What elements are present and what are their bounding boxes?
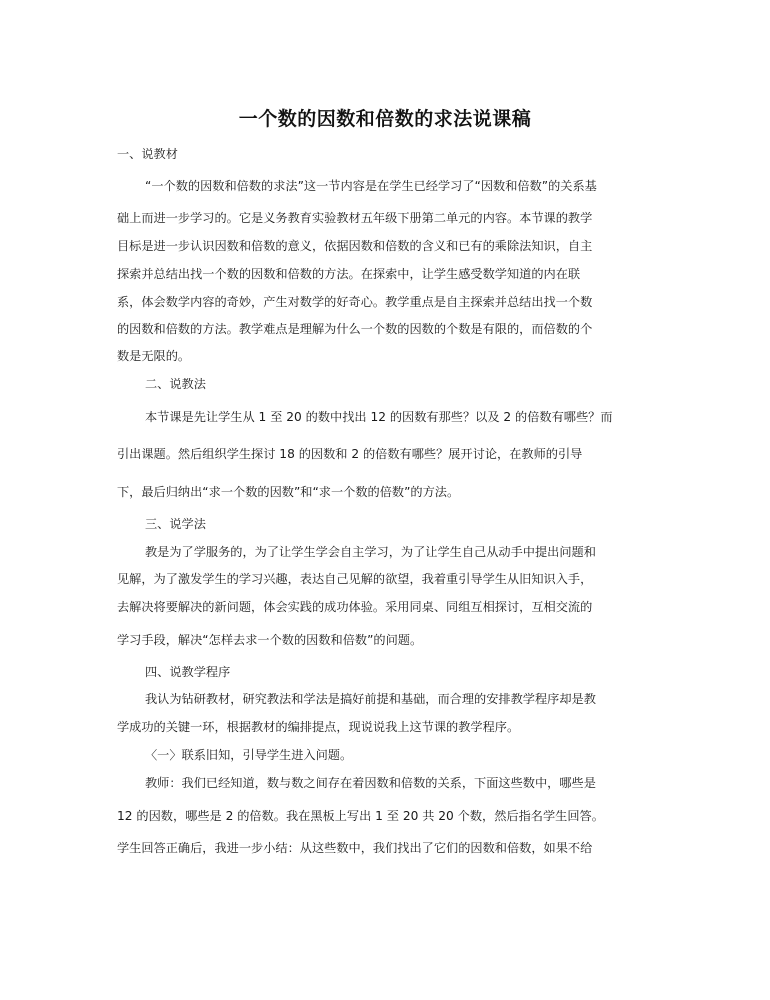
paragraph-line: 我认为钻研教材，研究教法和学法是搞好前提和基础，而合理的安排教学程序却是教 [145,692,596,706]
paragraph-line: 目标是进一步认识因数和倍数的意义，依据因数和倍数的含义和已有的乘除法知识，自主 [117,239,593,253]
paragraph-line: 引出课题。然后组织学生探讨 18 的因数和 2 的倍数有哪些？展开讨论，在教师的引导 [117,447,583,461]
paragraph-line: 数是无限的。 [117,349,191,363]
paragraph-line: 的因数和倍数的方法。教学难点是理解为什么一个数的因数的个数是有限的，而倍数的个 [117,322,593,336]
section-heading-method: 二、说教法 [145,377,206,391]
paragraph-line: 系，体会数学内容的奇妙，产生对数学的好奇心。教学重点是自主探索并总结出找一个数 [117,295,593,309]
paragraph-line: 学习手段，解决“怎样去求一个数的因数和倍数”的问题。 [117,633,423,647]
paragraph-line: 见解，为了激发学生的学习兴趣，表达自己见解的欲望，我着重引导学生从旧知识入手， [117,572,593,586]
paragraph-line: 教是为了学服务的，为了让学生学会自主学习，为了让学生自己从动手中提出问题和 [145,545,596,559]
paragraph-line: “一个数的因数和倍数的求法”这一节内容是在学生已经学习了“因数和倍数”的关系基 [145,179,597,193]
paragraph-line: 教师：我们已经知道，数与数之间存在着因数和倍数的关系，下面这些数中，哪些是 [145,776,596,790]
paragraph-line: 础上而进一步学习的。它是义务教育实验教材五年级下册第二单元的内容。本节课的教学 [117,211,593,225]
subsection-heading: 〈一〉联系旧知，引导学生进入问题。 [145,748,353,762]
document-title: 一个数的因数和倍数的求法说课稿 [238,108,532,130]
paragraph-line: 本节课是先让学生从 1 至 20 的数中找出 12 的因数有那些？以及 2 的倍数有哪些？而 [145,410,613,424]
paragraph-line: 下，最后归纳出“求一个数的因数”和“求一个数的倍数”的方法。 [117,485,460,499]
section-heading-textbook: 一、说教材 [117,147,178,161]
section-heading-learning: 三、说学法 [145,517,206,531]
paragraph-line: 学生回答正确后，我进一步小结：从这些数中，我们找出了它们的因数和倍数，如果不给 [117,841,593,855]
paragraph-line: 去解决将要解决的新问题，体会实践的成功体验。采用同桌、同组互相探讨，互相交流的 [117,600,593,614]
paragraph-line: 12 的因数，哪些是 2 的倍数。我在黑板上写出 1 至 20 共 20 个数，然后指名学生回答。 [117,809,604,823]
paragraph-line: 探索并总结出找一个数的因数和倍数的方法。在探索中，让学生感受数学知道的内在联 [117,267,581,281]
section-heading-procedure: 四、说教学程序 [145,665,231,679]
paragraph-line: 学成功的关键一环，根据教材的编排提点，现说说我上这节课的教学程序。 [117,720,520,734]
